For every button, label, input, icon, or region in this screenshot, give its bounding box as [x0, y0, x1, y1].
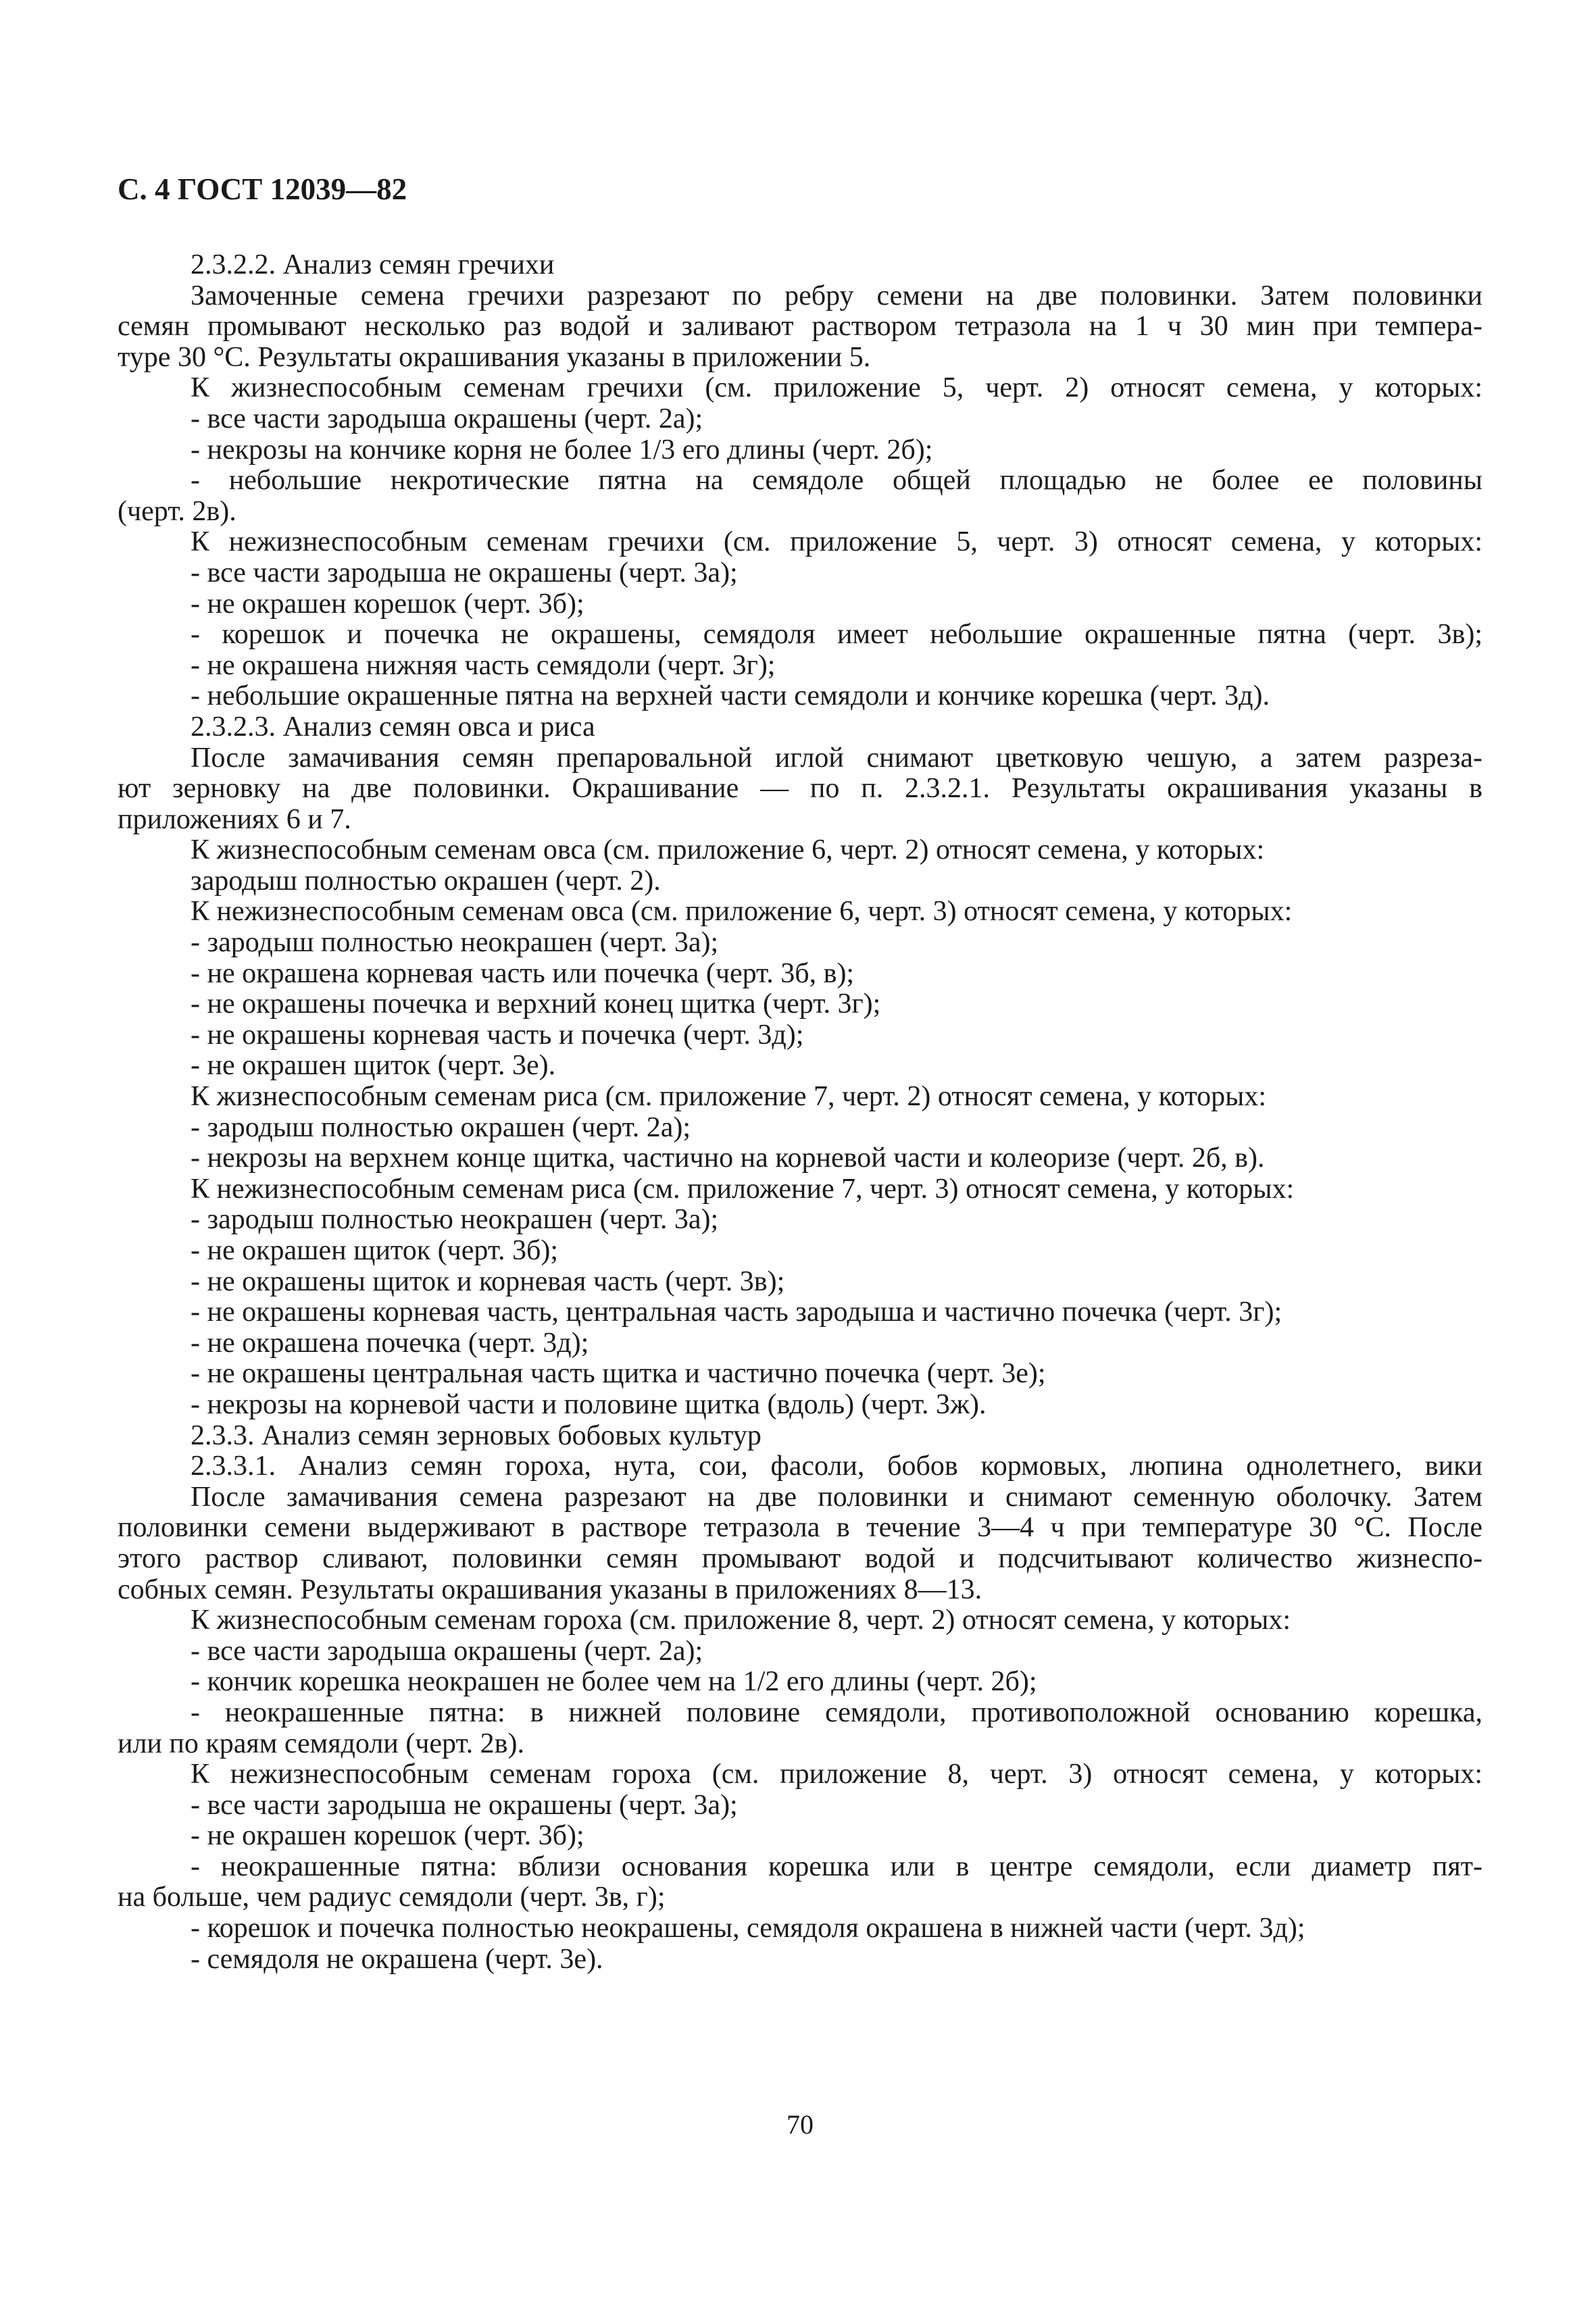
text-line: К жизнеспособным семенам гороха (см. приложение 8, черт. 2) относят семена, у которых: [191, 1605, 1291, 1636]
text-line: - не окрашена нижняя часть семядоли (черт. 3г); [191, 649, 776, 681]
page-number: 70 [787, 2109, 814, 2140]
text-line: туре 30 °С. Результаты окрашивания указаны в приложении 5. [118, 341, 871, 373]
text-line: - корешок и почечка полностью неокрашены, семядоля окрашена в нижней части (черт. 3д); [191, 1913, 1305, 1944]
text-line: (черт. 2в). [118, 495, 236, 527]
text-line: - не окрашена корневая часть или почечка (черт. 3б, в); [191, 957, 855, 989]
text-line: 2.3.2.2. Анализ семян гречихи [191, 249, 555, 280]
text-line: - некрозы на корневой части и половине щитка (вдоль) (черт. 3ж). [191, 1388, 987, 1420]
text-line: зародыш полностью окрашен (черт. 2). [191, 865, 661, 897]
text-line: - все части зародыша окрашены (черт. 2а); [191, 1635, 703, 1667]
text-line: К нежизнеспособным семенам овса (см. приложение 6, черт. 3) относят семена, у которых: [191, 896, 1293, 928]
text-line: - не окрашены щиток и корневая часть (черт. 3в); [191, 1265, 785, 1297]
text-line: - зародыш полностью неокрашен (черт. 3а); [191, 1204, 719, 1236]
text-line: приложениях 6 и 7. [118, 803, 351, 835]
text-line: - не окрашен корешок (черт. 3б); [191, 1820, 584, 1852]
text-line: этого раствор сливают, половинки семян промывают водой и подсчитывают количество жизнеспо- [118, 1543, 1482, 1574]
text-line: - не окрашен щиток (черт. 3б); [191, 1235, 559, 1266]
text-line: - не окрашены корневая часть и почечка (черт. 3д); [191, 1019, 804, 1051]
text-line: - корешок и почечка не окрашены, семядоля имеет небольшие окрашенные пятна (черт. 3в); [191, 620, 1482, 651]
text-line: половинки семени выдерживают в растворе тетразола в течение 3—4 ч при температуре 30 °С. После [118, 1513, 1482, 1544]
body-text [118, 250, 1482, 1975]
text-line: - не окрашен корешок (черт. 3б); [191, 588, 584, 620]
text-line: или по краям семядоли (черт. 2в). [118, 1728, 524, 1759]
text-line: на больше, чем радиус семядоли (черт. 3в, г); [118, 1882, 666, 1913]
page-header: С. 4 ГОСТ 12039—82 [118, 172, 407, 206]
text-line: К нежизнеспособным семенам гороха (см. приложение 8, черт. 3) относят семена, у которых: [191, 1759, 1482, 1790]
text-line: 2.3.3. Анализ семян зерновых бобовых культур [191, 1419, 762, 1451]
text-line: - зародыш полностью окрашен (черт. 2а); [191, 1111, 691, 1143]
text-line: - все части зародыша окрашены (черт. 2а); [191, 403, 703, 434]
text-line: - зародыш полностью неокрашен (черт. 3а); [191, 927, 719, 959]
text-line: К жизнеспособным семенам риса (см. приложение 7, черт. 2) относят семена, у которых: [191, 1081, 1267, 1113]
text-line: - не окрашены центральная часть щитка и частично почечка (черт. 3е); [191, 1358, 1046, 1390]
text-line: Замоченные семена гречихи разрезают по ребру семени на две половинки. Затем половинки [191, 280, 1482, 311]
text-line: 2.3.2.3. Анализ семян овса и риса [191, 711, 595, 743]
text-line: К жизнеспособным семенам овса (см. приложение 6, черт. 2) относят семена, у которых: [191, 834, 1265, 866]
text-line: ют зерновку на две половинки. Окрашивание — по п. 2.3.2.1. Результаты окрашивания указаны в [118, 774, 1482, 805]
text-line: - не окрашена почечка (черт. 3д); [191, 1327, 589, 1359]
text-line: 2.3.3.1. Анализ семян гороха, нута, сои, фасоли, бобов кормовых, люпина однолетнего, вики [191, 1451, 1482, 1482]
text-line: - небольшие некротические пятна на семядоле общей площадью не более ее половины [191, 466, 1482, 497]
text-line: семян промывают несколько раз водой и заливают раствором тетразола на 1 ч 30 мин при темпера- [118, 311, 1482, 343]
text-line: - кончик корешка неокрашен не более чем на 1/2 его длины (черт. 2б); [191, 1666, 1037, 1698]
text-line: собных семян. Результаты окрашивания указаны в приложениях 8—13. [118, 1574, 982, 1605]
text-line: - не окрашены корневая часть, центральная часть зародыша и частично почечка (черт. 3г); [191, 1297, 1282, 1328]
text-line: К жизнеспособным семенам гречихи (см. приложение 5, черт. 2) относят семена, у которых: [191, 373, 1482, 404]
text-line: К нежизнеспособным семенам риса (см. приложение 7, черт. 3) относят семена, у которых: [191, 1173, 1295, 1205]
text-line: После замачивания семян препаровальной иглой снимают цветковую чешую, а затем разреза- [191, 743, 1482, 774]
text-line: - неокрашенные пятна: вблизи основания корешка или в центре семядоли, если диаметр пят- [191, 1851, 1482, 1882]
text-line: К нежизнеспособным семенам гречихи (см. приложение 5, черт. 3) относят семена, у которых: [191, 527, 1482, 558]
text-line: - все части зародыша не окрашены (черт. 3а); [191, 1789, 738, 1821]
text-line: После замачивания семена разрезают на две половинки и снимают семенную оболочку. Затем [191, 1482, 1482, 1513]
text-line: - некрозы на верхнем конце щитка, частично на корневой части и колеоризе (черт. 2б, в). [191, 1142, 1265, 1174]
text-line: - не окрашены почечка и верхний конец щитка (черт. 3г); [191, 988, 881, 1020]
text-line: - не окрашен щиток (черт. 3е). [191, 1050, 556, 1082]
text-line: - небольшие окрашенные пятна на верхней части семядоли и кончике корешка (черт. 3д). [191, 680, 1270, 712]
text-line: - все части зародыша не окрашены (черт. 3а); [191, 557, 738, 588]
text-line: - неокрашенные пятна: в нижней половине семядоли, противоположной основанию корешка, [191, 1697, 1482, 1728]
text-line: - семядоля не окрашена (черт. 3е). [191, 1943, 603, 1975]
text-line: - некрозы на кончике корня не более 1/3 его длины (черт. 2б); [191, 434, 933, 466]
